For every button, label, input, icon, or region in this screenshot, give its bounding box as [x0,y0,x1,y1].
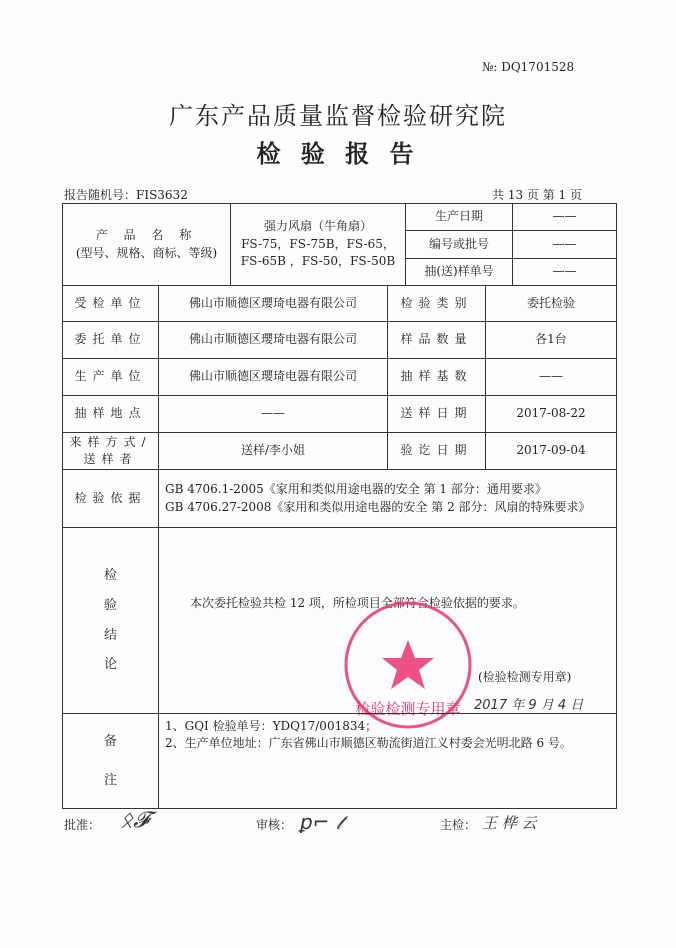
random-number: 报告随机号：FIS3632 [64,188,188,202]
row-label: 抽样地点 [62,395,159,433]
row-value: 佛山市顺德区瓔琦电器有限公司 [158,285,388,322]
remarks-label: 备 注 [62,713,159,809]
row-label-2: 送样日期 [387,395,486,433]
product-label: 产 品 名 称 (型号、规格、商标、等级) [62,203,231,286]
review-signature: ꝑ⌐ 𝓉 [300,810,343,834]
row-label-2: 抽样基数 [387,358,486,396]
product-name: 强力风扇（牛角扇） FS-75，FS-75B，FS-65， FS-65B ，FS-50，FS-50B [230,203,406,286]
production-date-value: —— [512,203,617,231]
row-value: —— [158,395,388,433]
row-value-2: 各1台 [485,321,617,359]
row-value-2: 2017-08-22 [485,395,617,433]
conclusion-date: 2017 年 9 月 4 日 [474,698,584,713]
remarks-value: 1、GQI 检验单号：YDQ17/001834； 2、生产单位地址：广东省佛山市顺德区勒流街道江义村委会光明北路 6 号。 [158,713,617,809]
row-label-2: 样品数量 [387,321,486,359]
svg-text:检验检测专用章: 检验检测专用章 [355,700,461,718]
production-date-label: 生产日期 [405,203,513,231]
row-value-2: 委托检验 [485,285,617,322]
sample-no-value: —— [512,258,617,286]
seal-note: (检验检测专用章) [478,670,572,684]
batch-value: —— [512,230,617,259]
page-count: 共 13 页 第 1 页 [492,188,582,202]
row-label: 生产单位 [62,358,159,396]
row-label-2: 检验类别 [387,285,486,322]
conclusion-text: 本次委托检验共检 12 项，所检项目全部符合检验依据的要求。 [190,596,525,610]
batch-label: 编号或批号 [405,230,513,259]
star-icon [382,640,434,689]
row-value: 佛山市顺德区瓔琦电器有限公司 [158,321,388,359]
row-label: 受检单位 [62,285,159,322]
basis-value: GB 4706.1-2005《家用和类似用途电器的安全 第 1 部分：通用要求》 GB 4706.27-2008《家用和类似用途电器的安全 第 2 部分：风扇的特殊要求》 [158,469,617,528]
row-value-2: —— [485,358,617,396]
institute-name: 广东产品质量监督检验研究院 [169,102,507,130]
basis-label: 检验依据 [62,469,159,528]
conclusion-label: 检 验 结 论 [62,527,159,714]
row-label: 来样方式/送样者 [62,432,159,470]
row-value: 佛山市顺德区瓔琦电器有限公司 [158,358,388,396]
row-label: 委托单位 [62,321,159,359]
report-number: №: DQ1701528 [482,60,575,74]
review-label: 审核： [256,818,293,832]
inspector-signature: 王 桦 云 [482,814,537,832]
approve-label: 批准： [64,818,101,832]
official-seal [338,600,478,730]
row-label-2: 验讫日期 [387,432,486,470]
approve-signature: ᛟ𝓕 [120,808,150,833]
inspector-label: 主检： [440,818,477,832]
sample-no-label: 抽(送)样单号 [405,258,513,286]
page-title: 检 验 报 告 [256,139,420,168]
row-value: 送样/李小姐 [158,432,388,470]
row-value-2: 2017-09-04 [485,432,617,470]
